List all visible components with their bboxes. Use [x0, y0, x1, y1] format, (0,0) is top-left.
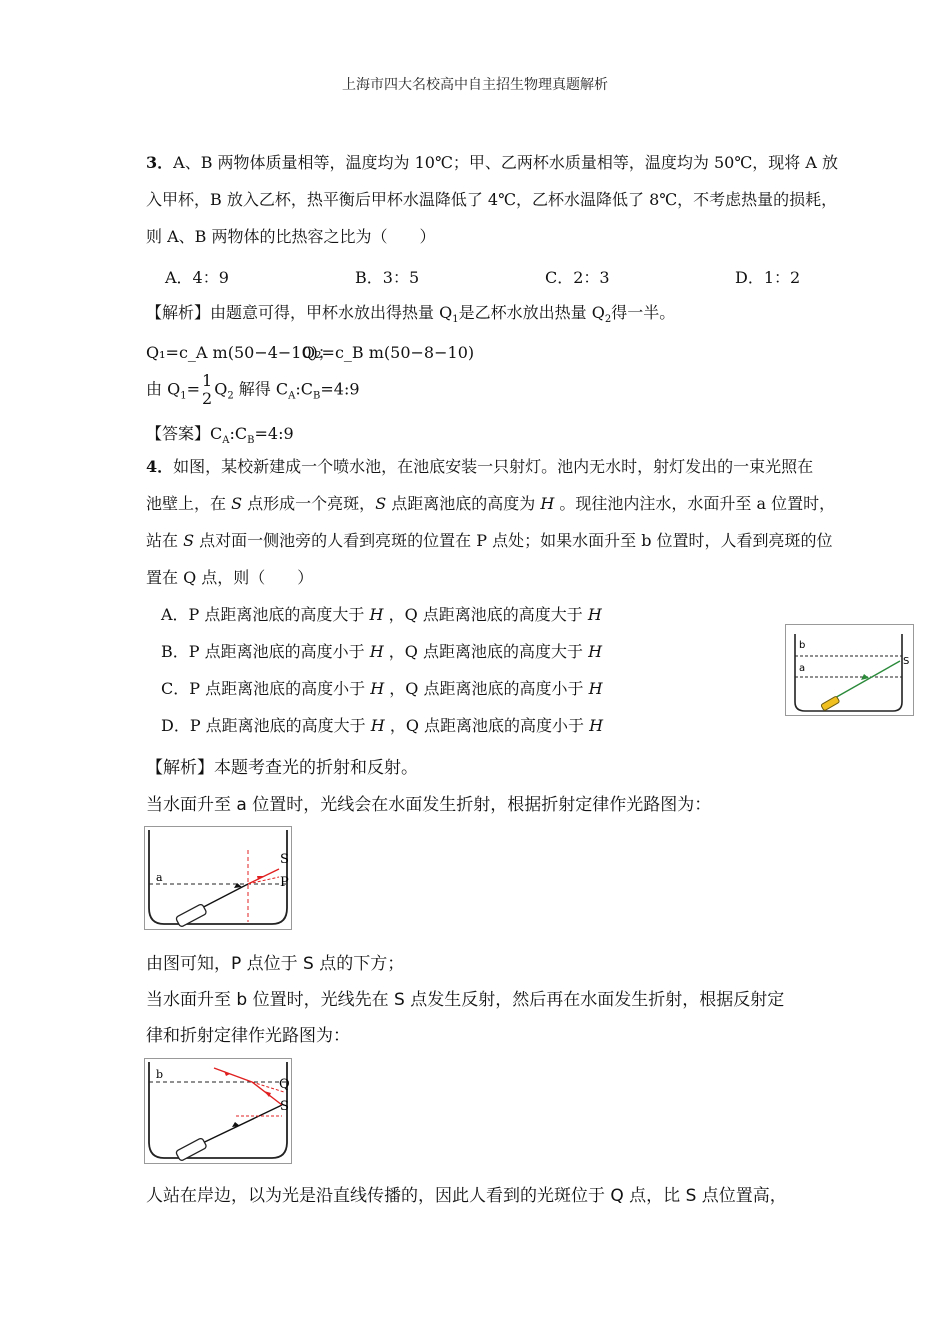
page-header: 上海市四大名校高中自主招生物理真题解析 — [342, 77, 608, 93]
q3-option-b: B．3：5 — [355, 268, 420, 287]
q4-line-4: 置在 Q 点，则（ ） — [146, 568, 314, 587]
q4-analysis: 【解析】本题考查光的折射和反射。 — [146, 758, 418, 778]
q3-solve: 由 $Q_1=$ 1 2 $Q_2$ 解得 $C_A:C_B=4:9$ — [146, 371, 360, 408]
q3-option-a: A．4：9 — [165, 268, 229, 287]
q3-number: 3． — [146, 153, 174, 172]
q4-paragraph-5: 人站在岸边，以为光是沿直线传播的，因此人看到的光斑位于 Q 点，比 S 点位置高， — [146, 1186, 787, 1206]
label-s: S — [903, 656, 910, 667]
q3-analysis: 【解析】由题意可得，甲杯水放出得热量 $Q_1$是乙杯水放出热量 $Q_2$得一半。 — [146, 303, 676, 325]
q4-line-2: 池壁上，在 S 点形成一个亮斑，S 点距离池底的高度为 H 。现往池内注水，水面升至 a 位置时， — [146, 494, 836, 513]
label-a: a — [156, 871, 163, 884]
q3-option-d: D．1：2 — [735, 268, 801, 287]
q4-paragraph-4: 律和折射定律作光路图为： — [146, 1026, 350, 1046]
label-a: a — [799, 663, 806, 674]
q4-number: 4． — [146, 457, 174, 476]
q3-answer: 【答案】$C_A:C_B=4:9$ — [146, 424, 294, 446]
label-b: b — [799, 640, 806, 651]
figure-level-a — [144, 826, 292, 930]
figure-border — [145, 827, 292, 930]
q3-line-2: 入甲杯，B 放入乙杯，热平衡后甲杯水温降低了 4℃，乙杯水温降低了 8℃，不考虑热量的损耗， — [146, 190, 838, 209]
q4-question-figure — [785, 624, 914, 716]
fraction-one-half: 1 2 — [202, 371, 213, 408]
q3-option-c: C．2：3 — [545, 268, 610, 287]
label-b: b — [156, 1068, 164, 1081]
q4-line-3: 站在 S 点对面一侧池旁的人看到亮斑的位置在 P 点处；如果水面升至 b 位置时，人看到亮斑的位 — [146, 531, 833, 550]
label-p: P — [280, 875, 289, 890]
label-s: S — [280, 1099, 289, 1114]
q4-option-b: B．P 点距离池底的高度小于 H ，Q 点距离池底的高度大于 H — [161, 642, 603, 661]
q4-line-1: 4．如图，某校新建成一个喷水池，在池底安装一只射灯。池内无水时，射灯发出的一束光照在 — [146, 457, 814, 476]
figure-level-b — [144, 1058, 292, 1164]
q3-equation-q2: Q₂=c_B m(50−8−10) — [302, 343, 475, 362]
q3-line-1: 3．A、B 两物体质量相等，温度均为 10℃；甲、乙两杯水质量相等，温度均为 50℃，现将 A 放 — [146, 153, 838, 172]
q3-line-3: 则 A、B 两物体的比热容之比为（ ） — [146, 227, 436, 246]
q4-paragraph-3: 当水面升至 b 位置时，光线先在 S 点发生反射，然后再在水面发生折射，根据反射定 — [146, 990, 785, 1010]
q3-equation-q1: Q₁=c_A m(50−4−10)； — [146, 343, 334, 362]
label-s: S — [280, 852, 289, 867]
label-q: Q — [279, 1077, 290, 1092]
q4-option-c: C．P 点距离池底的高度小于 H ，Q 点距离池底的高度小于 H — [161, 679, 603, 698]
q4-paragraph-1: 当水面升至 a 位置时，光线会在水面发生折射，根据折射定律作光路图为： — [146, 795, 712, 815]
q4-option-a: A．P 点距离池底的高度大于 H ，Q 点距离池底的高度大于 H — [161, 605, 602, 624]
q4-option-d: D．P 点距离池底的高度大于 H ，Q 点距离池底的高度小于 H — [161, 716, 604, 735]
q4-paragraph-2: 由图可知，P 点位于 S 点的下方； — [146, 954, 405, 974]
